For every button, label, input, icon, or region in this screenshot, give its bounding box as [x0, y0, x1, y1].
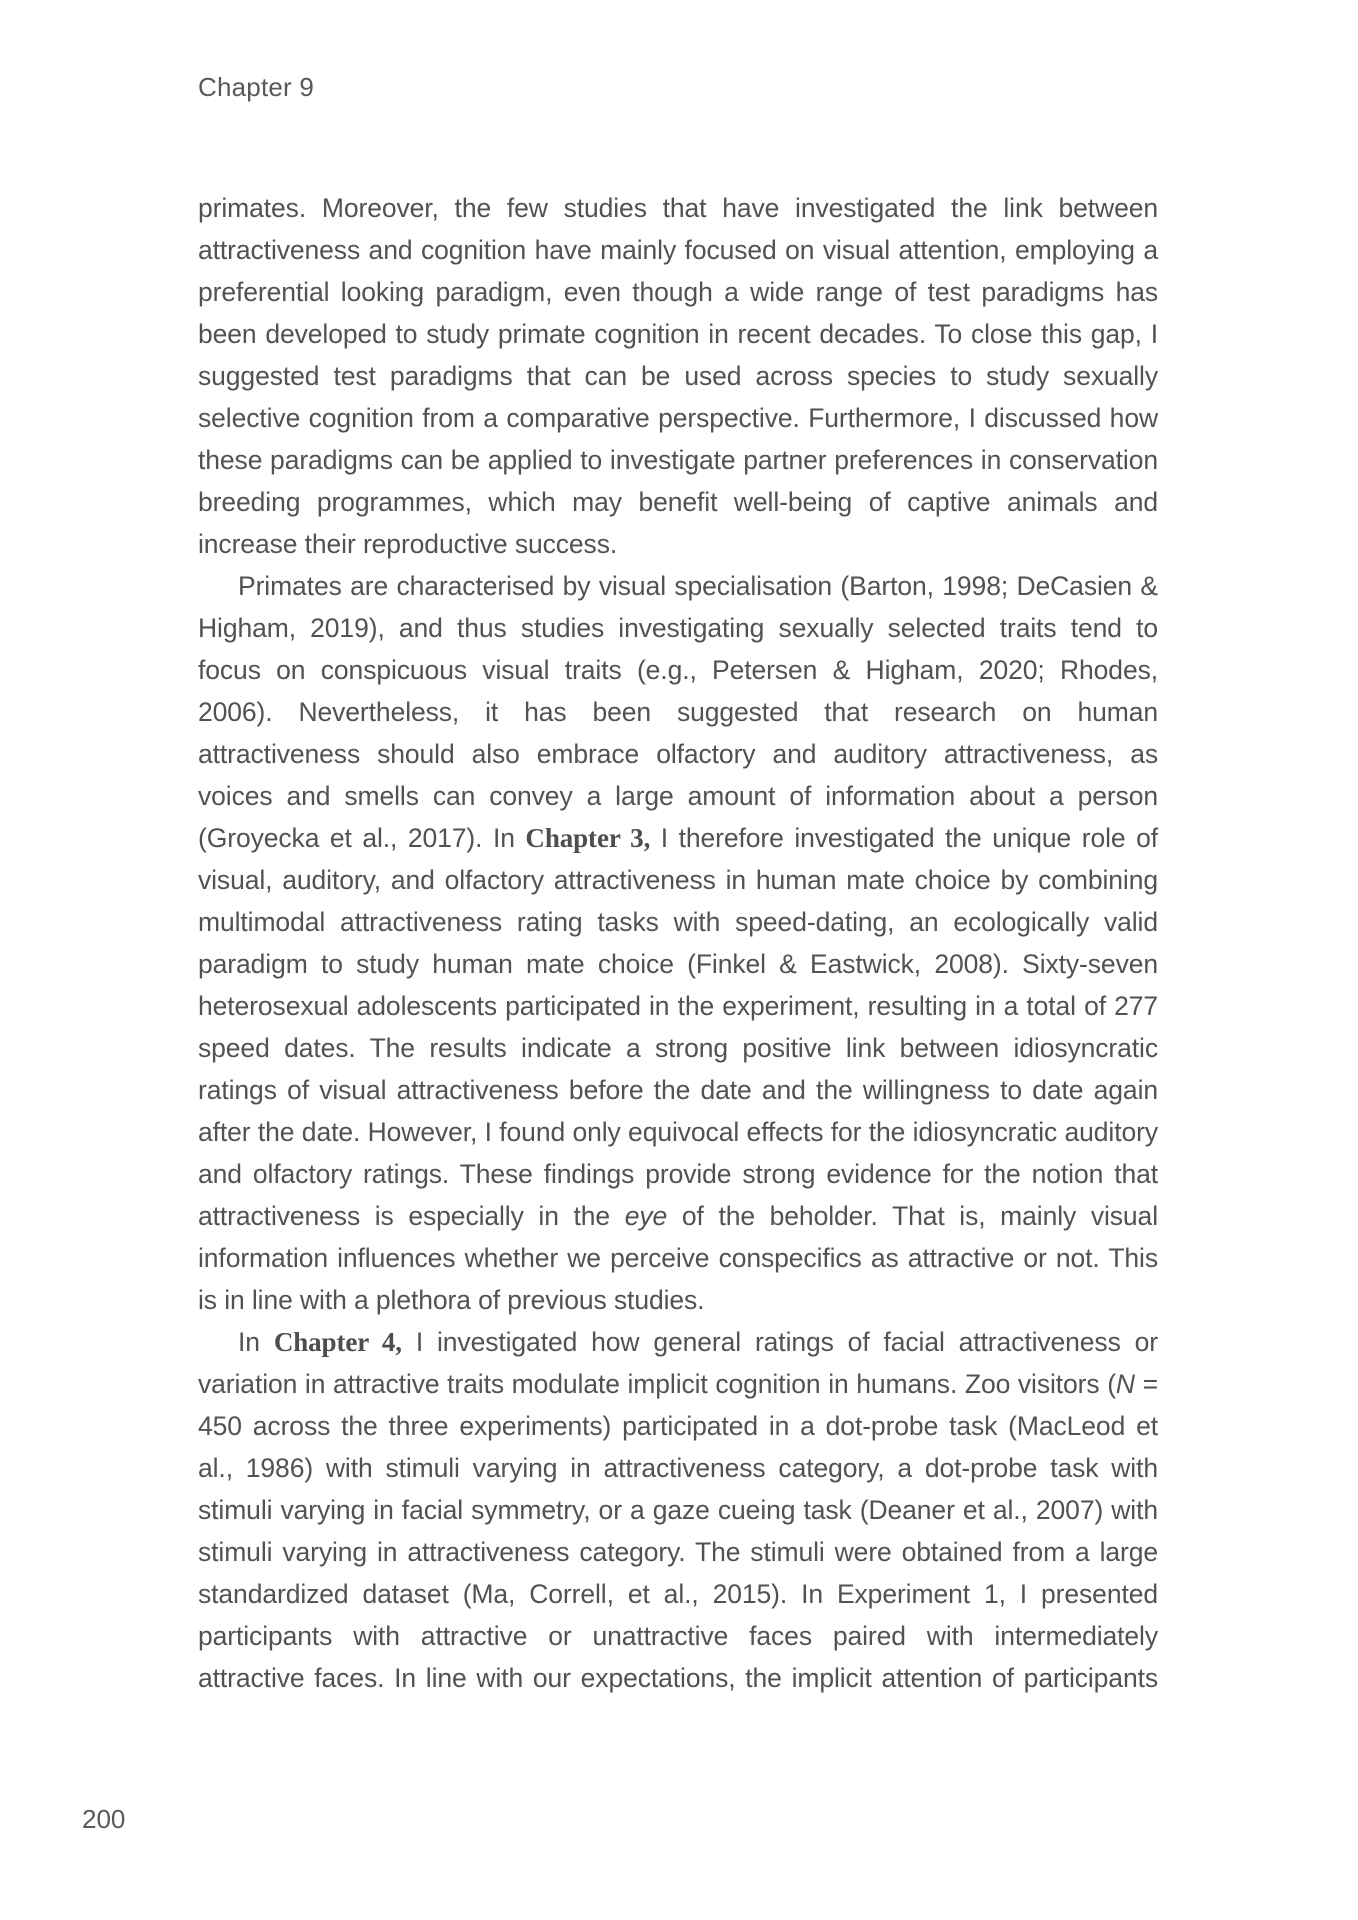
text-run: I investigated how general ratings of facial attractiveness or variation in attractive traits modulate implicit cognition in humans. Zoo visitors ( — [198, 1327, 1158, 1399]
text-run: = 450 across the three experiments) participated in a dot-probe task (MacLeod et al., 1986) with stimuli varying in attractiveness category, a dot-probe task with stimuli varying in facial symmetry, or a gaze cueing task (Deaner et al., 2007) with stimuli varying in attractiveness category. The stimuli were obtained from a large standardized dataset (Ma, Correll, et al., 2015). In Experiment 1, I presented participants with attractive or unattractive faces paired with intermediately attractive faces. In line with our expectations, the implicit attention of participants — [198, 1369, 1159, 1693]
text-run: Primates are characterised by visual specialisation (Barton, 1998; DeCasien & Higham, 2019), and thus studies investigating sexually selected traits tend to focus on conspicuous visual traits (e.g., Petersen & Higham, 2020; Rhodes, 2006). Nevertheless, it has been suggested that research on human attractiveness should also embrace olfactory and auditory attractiveness, as voices and smells can convey a large amount of information about a person (Groyecka et al., 2017). In — [198, 571, 1158, 853]
page-number: 200 — [82, 1804, 126, 1834]
paragraph-2 — [198, 565, 1158, 1321]
text-run: In — [238, 1327, 274, 1357]
chapter-reference: Chapter 4, — [273, 1327, 402, 1357]
emphasis-text: N — [1115, 1369, 1135, 1399]
page-body — [198, 187, 1158, 1699]
text-run: I therefore investigated the unique role of visual, auditory, and olfactory attractiveness in human mate choice by combining multimodal attractiveness rating tasks with speed-dating, an ecologically valid paradigm to study human mate choice (Finkel & Eastwick, 2008). Sixty-seven heterosexual adolescents participated in the experiment, resulting in a total of 277 speed dates. The results indicate a strong positive link between idiosyncratic ratings of visual attractiveness before the date and the willingness to date again after the date. However, I found only equivocal effects for the idiosyncratic auditory and olfactory ratings. These findings provide strong evidence for the notion that attractiveness is especially in the — [198, 823, 1159, 1231]
text-run: primates. Moreover, the few studies that have investigated the link between attractiveness and cognition have mainly focused on visual attention, employing a preferential looking paradigm, even though a wide range of test paradigms has been developed to study primate cognition in recent decades. To close this gap, I suggested test paradigms that can be used across species to study sexually selective cognition from a comparative perspective. Furthermore, I discussed how these paradigms can be applied to investigate partner preferences in conservation breeding programmes, which may benefit well-being of captive animals and increase their reproductive success. — [198, 193, 1158, 559]
running-header: Chapter 9 — [198, 72, 314, 102]
text-run: of the beholder. That is, mainly visual information influences whether we perceive conspecifics as attractive or not. This is in line with a plethora of previous studies. — [198, 1201, 1158, 1315]
emphasis-text: eye — [624, 1201, 668, 1231]
paragraph-3 — [198, 1321, 1158, 1699]
chapter-reference: Chapter 3, — [525, 823, 651, 853]
paragraph-1 — [198, 187, 1158, 565]
